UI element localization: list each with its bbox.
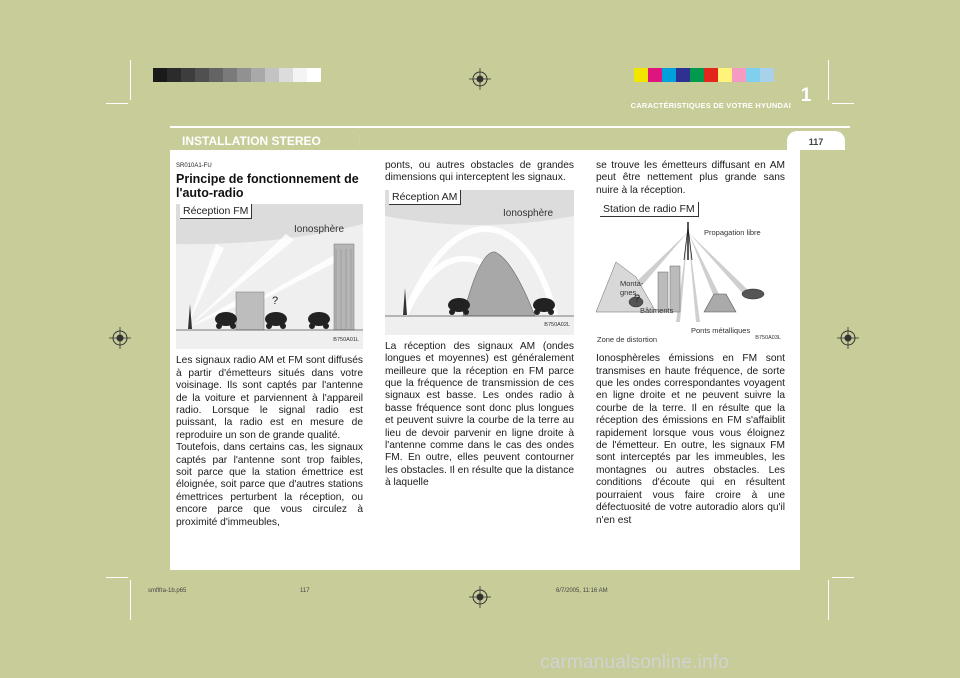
buildings-label: Bâtiments [640, 306, 674, 316]
grayscale-color-bar [153, 68, 321, 82]
registration-mark-icon [109, 327, 131, 349]
crop-mark [828, 580, 829, 620]
fm-station-figure [596, 202, 785, 347]
svg-text:?: ? [272, 295, 279, 308]
distortion-label: Zone de distortion [597, 335, 658, 345]
chapter-number: 1 [800, 85, 812, 106]
figure-code: B750A02L [544, 322, 570, 329]
crop-mark [106, 577, 128, 578]
crop-mark [832, 103, 854, 104]
column-2 [385, 160, 574, 490]
am-reception-figure [385, 190, 574, 335]
section-title: INSTALLATION STEREO [170, 131, 360, 150]
paragraph: Les signaux radio AM et FM sont diffusés à partir d'émetteurs situés dans votre voisinage. Ils sont captés par l'antenne de la voiture et parviennent à l'appareil radio. Lorsque le signal radio est puissant, la radio est en mesure de reproduire un son de grande qualité. [176, 355, 363, 441]
paragraph: Toutefois, dans certains cas, les signaux captés par l'antenne sont trop faibles, soit parce que la station émettrice est éloignée, soit parce que d'autres stations émettrices perturbent la réception, ou encore parce que vous circulez à proximité d'immeubles, [176, 442, 363, 528]
registration-mark-icon [837, 327, 859, 349]
paragraph: La réception des signaux AM (ondes longues et moyennes) est généralement meilleure que la réception en FM parce que la fréquence de transmission de ces signaux est basse. Les ondes radio à basse fréquence sont donc plus longues et peuvent suivre la courbe de la terre au lieu de devoir parvenir en ligne droite à l'antenne comme dans le cas des ondes FM. En outre, elles peuvent contourner les obstacles. Il en résulte que la distance à laquelle [385, 340, 574, 489]
bridges-label: Ponts métalliques [691, 326, 751, 336]
crop-mark [828, 60, 829, 100]
paragraph: Ionosphèreles émissions en FM sont transmises en haute fréquence, de sorte que les ondes correspondantes voyagent en ligne droite et ne peuvent suivre la courbe de la terre. Il en résulte que la réception des émissions en FM s'affaiblit rapidement lorsque vous vous éloignez de l'émetteur. En outre, les signaux FM sont interceptés par les immeubles, les montagnes ou autres obstacles. Les conditions d'écoute qui en résultent pourraient vous faire croire à une défectuosité de votre autoradio alors qu'il n'en est [596, 353, 785, 526]
crop-mark [106, 103, 128, 104]
chapter-title: CARACTÉRISTIQUES DE VOTRE HYUNDAI [630, 101, 791, 110]
figure-code: B750A03L [755, 334, 781, 341]
registration-mark-icon [469, 68, 491, 90]
footer-page: 117 [300, 588, 310, 594]
crop-mark [832, 577, 854, 578]
ionosphere-label: Ionosphère [294, 224, 345, 236]
page-number-badge: 117 [787, 131, 845, 150]
figure-label: Station de radio FM [600, 202, 699, 217]
figure-label: Réception FM [180, 204, 252, 219]
propagation-label: Propagation libre [704, 228, 761, 238]
mountains-label: Monta- gnes [620, 279, 644, 298]
subsection-heading: Principe de fonctionnement de l'auto-radio [176, 172, 359, 200]
column-1 [176, 160, 363, 529]
figure-label: Réception AM [389, 190, 461, 205]
column-3 [596, 160, 785, 527]
section-code: SR010A1-FU [176, 163, 212, 169]
watermark: carmanualsonline.info [540, 652, 730, 673]
cmyk-color-bar [634, 68, 774, 82]
section-tab [170, 131, 360, 150]
paragraph: se trouve les émetteurs diffusant en AM peut être nettement plus grande sans nuire à la réception. [596, 160, 785, 196]
svg-text:?: ? [634, 293, 641, 306]
paragraph: ponts, ou autres obstacles de grandes dimensions qui interceptent les signaux. [385, 160, 574, 184]
footer-file: smflfra-1b.p65 [148, 588, 187, 594]
ionosphere-label: Ionosphère [503, 207, 554, 219]
crop-mark [130, 580, 131, 620]
fm-reception-figure [176, 204, 363, 349]
crop-mark [130, 60, 131, 100]
header-divider [170, 126, 850, 128]
registration-mark-icon [469, 586, 491, 608]
footer-timestamp: 6/7/2005, 11:16 AM [556, 588, 608, 594]
figure-code: B750A01L [333, 337, 359, 343]
